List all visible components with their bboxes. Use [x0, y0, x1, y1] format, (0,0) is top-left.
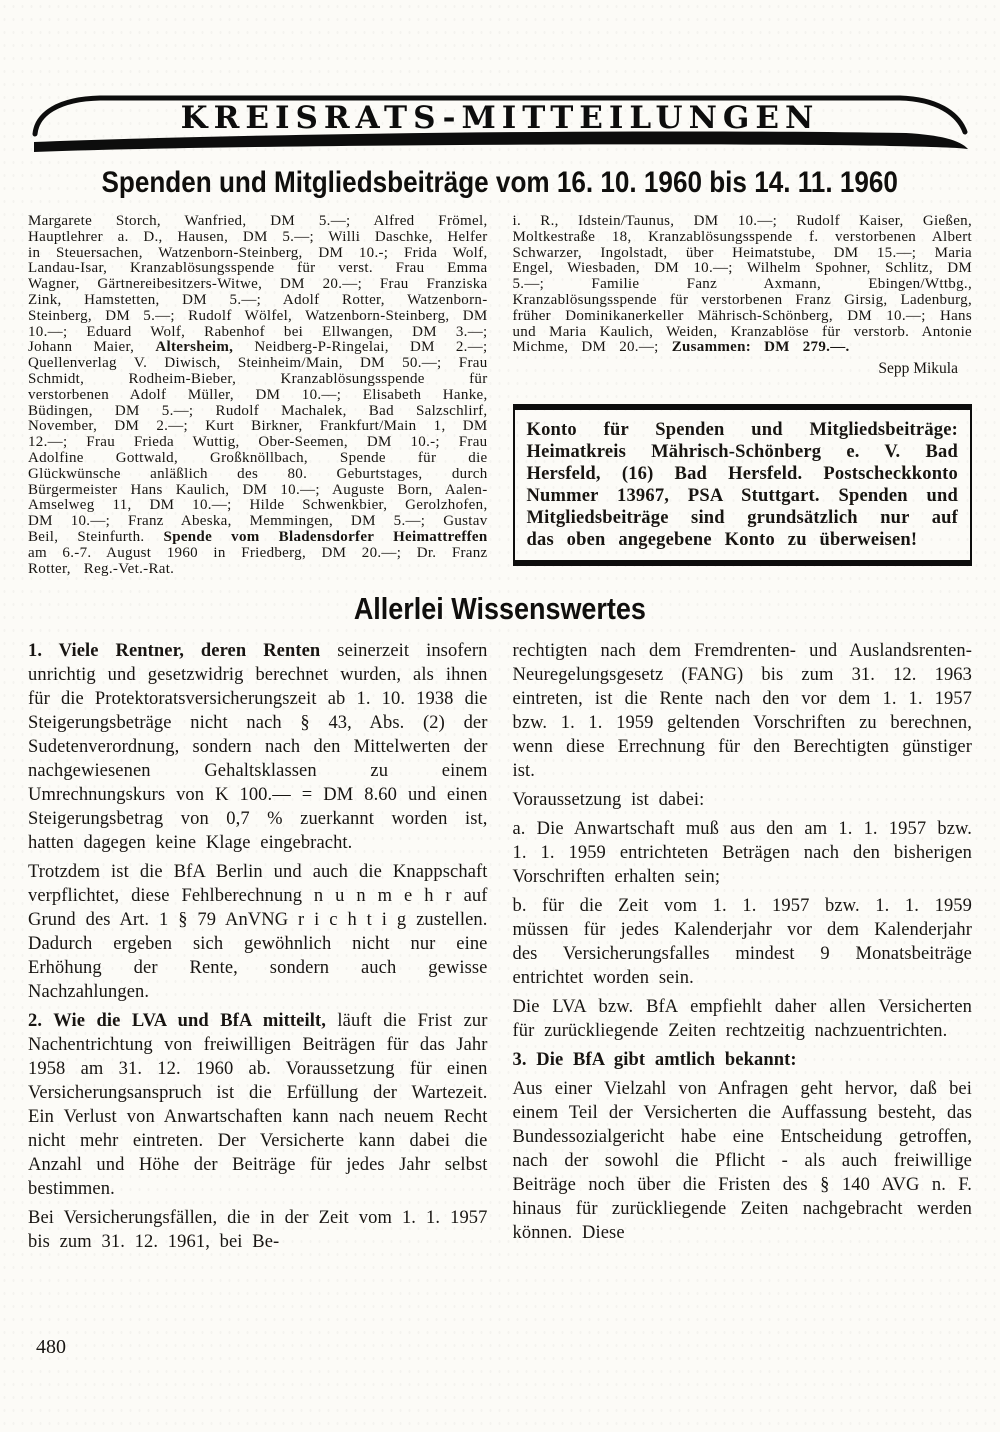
paragraph: [513, 788, 973, 812]
wissenswertes-right-column: [513, 639, 973, 1259]
text-run: Voraussetzung ist dabei:: [512, 790, 705, 811]
wissenswertes-headline: [28, 591, 972, 627]
bold-text-run: Altersheim,: [155, 339, 234, 356]
bold-text-run: 2. Wie die LVA und BfA mitteilt,: [28, 1011, 326, 1032]
bold-text-run: Spende vom Bladensdorfer Heimattreffen: [163, 528, 488, 545]
wissenswertes-headline-text: Allerlei Wissenswertes: [353, 591, 647, 627]
text-run: Neidberg-P-Ringelai, DM 2.—; Quellenverlag V. Diwisch, Steinheim/Main, DM 50.—; Frau Schmidt, Rodheim-Bieber, Kranzablösungsspende für verstorbenen Adolf Müller, DM 10.—; Elisabeth Hanke, Büdingen, DM 5.—; Rudolf Machalek, Bad Salzschlirf, November, DM 2.—; Kurt Birkner, Frankfurt/Main 1, DM 12.—; Frau Frieda Wuttig, Ober-Seemen, DM 10.-; Frau Adolfine Gottwald, Großknöllbach, Spende für die Glückwünsche anläßlich des 80. Geburtstages, durch Bürgermeister Hans Kaulich, DM 10.—; Auguste Born, Aalen-Amselweg 11, DM 10.—; Hilde Schwenkbier, Gerolzhofen, DM 10.—; Franz Abeska, Memmingen, DM 5.—; Gustav Beil, Steinfurth.: [28, 339, 488, 545]
masthead-banner: [28, 86, 972, 160]
text-run: Bei Versicherungsfällen, die in der Zeit vom 1. 1. 1957 bis zum 31. 12. 1961, bei Be-: [28, 1208, 488, 1253]
text-run: a. Die Anwartschaft muß aus den am 1. 1. 1957 bzw. 1. 1. 1959 entrichteten Beträgen nach den bisherigen Vorschriften erhalten sein;: [512, 819, 972, 888]
paragraph: [513, 1048, 973, 1072]
text-run: seinerzeit insofern unrichtig und gesetzwidrig berechnet wurden, als ihnen für die Protektoratsversicherungszeit ab 1. 10. 1938 die Steigerungsbeträge nicht nach § 43, Abs. (2) der Sudetenverordnung, sondern nach den Mittelwerten der nachgewiesenen Gehaltsklassen zu einem Umrechnungskurs von K 100.— = DM 8.60 und einen Steigerungsbetrag von 0,7 % zuerkannt worden ist, hatten dagegen keine Klage eingebracht.: [28, 641, 488, 854]
paragraph: [513, 1077, 973, 1245]
text-run: Margarete Storch, Wanfried, DM 5.—; Alfred Frömel, Hauptlehrer a. D., Hausen, DM 5.—; Willi Daschke, Helfer in Steuersachen, Watzenborn-Steinberg, DM 10.-; Frida Wolf, Landau-Isar, Kranzablösungsspende für verst. Frau Emma Wagner, Gärtnereibesitzers-Witwe, DM 20.—; Frau Franziska Zink, Hamstetten, DM 5.—; Adolf Rotter, Watzenborn-Steinberg, DM 5.—; Rudolf Wölfel, Watzenborn-Steinberg, DM 10.—; Eduard Wolf, Rabenhof bei Ellwangen, DM 3.—; Johann Maier,: [28, 213, 488, 356]
paragraph: [513, 894, 973, 990]
bold-text-run: 1. Viele Rentner, deren Renten: [28, 641, 321, 662]
bold-text-run: 3. Die BfA gibt amtlich bekannt:: [512, 1050, 797, 1071]
paragraph: [513, 639, 973, 783]
masthead-title: KREISRATS-MITTEILUNGEN: [180, 100, 820, 136]
donations-headline-text: Spenden und Mitgliedsbeiträge vom 16. 10. 1960 bis 14. 11. 1960: [101, 166, 899, 199]
text-run: am 6.-7. August 1960 in Friedberg, DM 20.—; Dr. Franz Rotter, Reg.-Vet.-Rat.: [28, 544, 488, 577]
donations-right-text: [513, 214, 973, 356]
text-run: Trotzdem ist die BfA Berlin und auch die Knappschaft verpflichtet, diese Fehlberechnung n u n m e h r auf Grund des Art. 1 § 79 AnVNG r i c h t i g zustellen. Dadurch ergeben sich gewöhnlich nicht nur eine Erhöhung der Rente, sondern auch gewisse Nachzahlungen.: [28, 862, 488, 1003]
text-run: i. R., Idstein/Taunus, DM 10.—; Rudolf Kaiser, Gießen, Moltkestraße 18, Kranzablösungsspende f. verstorbenen Albert Schwarzer, Ingolstadt, über Heimatstube, DM 15.—; Maria Engel, Wiesbaden, DM 10.—; Wilhelm Spohner, Schlitz, DM 5.—; Familie Fanz Axmann, Ebingen/Wttbg., Kranzablösungsspende für verstorbenen Franz Girsig, Ladenburg, früher Dominikanerkeller Mährisch-Schönberg, DM 10.—; Hans und Maria Kaulich, Weiden, Kranzablöse für verstorb. Antonie Michme, DM 20.—;: [512, 213, 972, 356]
donations-right-column: [513, 214, 973, 577]
donations-left-column: [28, 214, 488, 577]
signature: Sepp Mikula: [878, 360, 958, 378]
page-number: 480: [36, 1336, 66, 1358]
paragraph: [28, 1009, 488, 1201]
wissenswertes-left-column: [28, 639, 488, 1259]
paragraph: [28, 860, 488, 1004]
paragraph: [513, 817, 973, 889]
konto-box: Konto für Spenden und Mitgliedsbeiträge: Heimatkreis Mährisch-Schönberg e. V. Bad Hersfeld, (16) Bad Hersfeld. Postscheckkonto Nummer 13967, PSA Stuttgart. Spenden und Mitgliedsbeiträge sind grundsätzlich nur auf das oben angegebene Konto zu überweisen!: [513, 404, 973, 566]
paragraph: [28, 639, 488, 855]
paragraph: [513, 995, 973, 1043]
text-run: b. für die Zeit vom 1. 1. 1957 bzw. 1. 1. 1959 müssen für jedes Kalenderjahr vor dem Kalenderjahr des Versicherungsfalles mindest 9 Monatsbeiträge entrichtet worden sein.: [512, 896, 972, 989]
donations-headline: [28, 166, 972, 200]
wissenswertes-section: [28, 639, 972, 1259]
donations-section: [28, 214, 972, 577]
text-run: Die LVA bzw. BfA empfiehlt daher allen Versicherten für zurückliegende Zeiten rechtzeitig nachzuentrichten.: [512, 997, 972, 1042]
text-run: Aus einer Vielzahl von Anfragen geht hervor, daß bei einem Teil der Versicherten die Auffassung besteht, das Bundessozialgericht habe eine Entscheidung getroffen, nach der sowohl die Pflicht - als auch freiwillige Beiträge noch über die Fristen des § 140 AVG n. F. hinaus für zurückliegende Zeiten nachgebracht werden können. Diese: [512, 1079, 972, 1244]
bold-text-run: Zusammen: DM 279.—.: [671, 339, 850, 356]
text-run: läuft die Frist zur Nachentrichtung von freiwilligen Beiträgen für das Jahr 1958 am 31. 12. 1960 ab. Voraussetzung für einen Versicherungsanspruch ist die Erfüllung der Wartezeit. Ein Verlust von Anwartschaften kann nach neuem Recht nicht mehr eintreten. Der Versicherte kann dabei die Anzahl und Höhe der Beiträge für jedes Jahr selbst bestimmen.: [28, 1011, 488, 1200]
paragraph: [28, 1206, 488, 1254]
text-run: rechtigten nach dem Fremdrenten- und Auslandsrenten-Neuregelungsgesetz (FANG) bis zum 31. 12. 1963 eintreten, ist die Rente nach den vor dem 1. 1. 1957 bzw. 1. 1. 1959 geltenden Vorschriften zu berechnen, wenn diese Errechnung für den Berechtigten günstiger ist.: [512, 641, 972, 782]
